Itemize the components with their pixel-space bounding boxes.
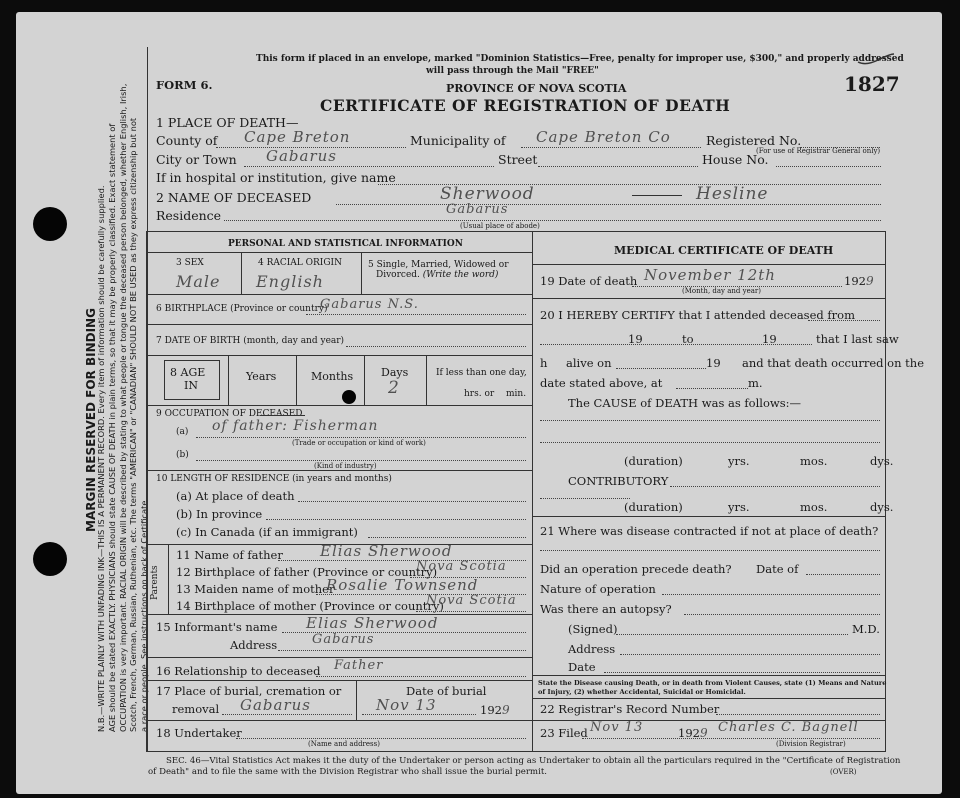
trade-note: (Trade or occupation or kind of work) bbox=[292, 439, 426, 447]
binding-hole-top bbox=[33, 207, 67, 241]
row-line bbox=[147, 355, 532, 356]
date-year-text: 192 bbox=[844, 274, 866, 288]
mail-notice-1: This form if placed in an envelope, marked "Dominion Statistics—Free, penalty for improper use, $300," and properly addressed bbox=[256, 54, 904, 64]
certify-19a: 19 bbox=[628, 332, 643, 346]
mother-birth-value: Nova Scotia bbox=[426, 593, 517, 608]
birthplace-line bbox=[306, 314, 526, 315]
operation-label: Did an operation precede death? bbox=[540, 562, 732, 576]
burial-date-line bbox=[362, 714, 476, 715]
residence-length-label: 10 LENGTH OF RESIDENCE (in years and months) bbox=[156, 474, 392, 484]
dys-label: dys. bbox=[870, 454, 894, 468]
strike-deceased bbox=[260, 415, 305, 416]
father-label: 11 Name of father bbox=[176, 548, 283, 562]
days-label: Days bbox=[381, 366, 409, 379]
duration-label: (duration) bbox=[624, 454, 683, 468]
burial-year bbox=[480, 703, 511, 717]
residence-label: Residence bbox=[156, 208, 222, 223]
medical-address-line bbox=[620, 654, 880, 655]
deceased-name-line bbox=[336, 204, 881, 205]
signed-line bbox=[616, 634, 848, 635]
punch-hole-dot bbox=[342, 390, 356, 404]
footer-line-2: of Death" and to file the same with the Division Registrar who shall issue the burial permit. bbox=[148, 767, 548, 777]
column-divider bbox=[532, 231, 533, 752]
medical-date-label: Date bbox=[568, 660, 596, 674]
res-c-label: (c) In Canada (if an immigrant) bbox=[176, 525, 358, 539]
filed-label: 23 Filed bbox=[540, 726, 588, 740]
dys-label-2: dys. bbox=[870, 500, 894, 514]
age-label-1: 8 AGE bbox=[170, 366, 206, 379]
burial-label-1: 17 Place of burial, cremation or bbox=[156, 684, 342, 698]
instruction-line: Scotch, French, German, Russian, Ruthenian, etc. The terms "AMERICAN" or "CANADIAN" SHOULD NOT BE USED as they express citizenship but not bbox=[128, 117, 139, 732]
footer-line-1: SEC. 46—Vital Statistics Act makes it the duty of the Undertaker or person acting as Undertaker to obtain all the particulars required in the "Certificate of Registration bbox=[166, 756, 901, 766]
name-dash bbox=[632, 195, 682, 196]
form-number: FORM 6. bbox=[156, 78, 213, 92]
contracted-label: 21 Where was disease contracted if not at place of death? bbox=[540, 524, 879, 538]
residence-note: (Usual place of abode) bbox=[460, 222, 540, 230]
certificate-number: 1827 bbox=[844, 72, 900, 96]
informant-address-value: Gabarus bbox=[312, 632, 375, 647]
deceased-name-label: 2 NAME OF DECEASED bbox=[156, 190, 312, 205]
row-line bbox=[147, 680, 532, 681]
mother-birth-label: 14 Birthplace of mother (Province or country) bbox=[176, 599, 444, 613]
days-value: 2 bbox=[388, 378, 400, 398]
nature-line bbox=[662, 594, 880, 595]
margin-instructions bbox=[96, 84, 150, 732]
row-line bbox=[147, 252, 532, 253]
row-line bbox=[147, 720, 532, 721]
occupation-value: of father: Fisherman bbox=[212, 418, 379, 434]
medical-date-line bbox=[604, 672, 880, 673]
mother-label: 13 Maiden name of mother bbox=[176, 582, 335, 596]
certify-last-saw: that I last saw bbox=[816, 332, 899, 346]
cell-divider bbox=[296, 355, 297, 405]
house-no-line bbox=[776, 166, 881, 167]
burial-date-label: Date of burial bbox=[406, 684, 487, 698]
res-a-line bbox=[298, 501, 526, 502]
row-line bbox=[147, 324, 532, 325]
row-line bbox=[533, 264, 886, 265]
check-mark-icon bbox=[856, 52, 896, 68]
mother-value: Rosalie Townsend bbox=[326, 576, 479, 594]
industry-line bbox=[196, 460, 526, 461]
certify-m: m. bbox=[748, 376, 763, 390]
birthplace-label: 6 BIRTHPLACE (Province or country) bbox=[156, 304, 328, 314]
marital-label-2 bbox=[376, 270, 498, 280]
racial-label: 4 RACIAL ORIGIN bbox=[258, 258, 342, 268]
cell-divider bbox=[241, 252, 242, 294]
md-label: M.D. bbox=[852, 622, 880, 636]
binding-hole-bottom bbox=[33, 542, 67, 576]
municipality-value: Cape Breton Co bbox=[536, 128, 671, 146]
row-line bbox=[147, 470, 532, 471]
deceased-surname: Sherwood bbox=[440, 184, 535, 204]
age-label-2: IN bbox=[184, 379, 198, 392]
municipality-label: Municipality of bbox=[410, 133, 506, 148]
min-label: min. bbox=[506, 389, 527, 399]
certify-line-3-dots bbox=[616, 368, 706, 369]
city-label: City or Town bbox=[156, 152, 237, 167]
res-c-line bbox=[368, 537, 526, 538]
certify-alive: alive on bbox=[566, 356, 612, 370]
instruction-line: AGE should be stated EXACTLY. PHYSICIANS should state CAUSE OF DEATH in plain terms, so that it may be properly classified. Exact statement of bbox=[106, 123, 117, 732]
cause-label: The CAUSE of DEATH was as follows:— bbox=[568, 396, 801, 410]
date-of-death-label: 19 Date of death bbox=[540, 274, 638, 288]
relationship-line bbox=[316, 676, 526, 677]
certify-h: h bbox=[540, 356, 548, 370]
birthplace-value: Gabarus N.S. bbox=[320, 297, 419, 312]
burial-place-value: Gabarus bbox=[240, 696, 311, 714]
dob-line bbox=[346, 346, 526, 347]
row-line bbox=[533, 698, 886, 699]
operation-line bbox=[806, 574, 880, 575]
occupation-a: (a) bbox=[176, 427, 189, 437]
autopsy-line bbox=[684, 614, 880, 615]
row-line bbox=[147, 294, 532, 295]
cell-divider bbox=[364, 355, 365, 405]
division-note: (Division Registrar) bbox=[776, 740, 846, 748]
certificate-sheet bbox=[16, 12, 942, 794]
cell-divider bbox=[228, 355, 229, 405]
informant-label: 15 Informant's name bbox=[156, 620, 278, 634]
county-value: Cape Breton bbox=[244, 128, 351, 146]
burial-date-value: Nov 13 bbox=[376, 696, 437, 714]
hrs-label: hrs. or bbox=[464, 389, 495, 399]
nature-label: Nature of operation bbox=[540, 582, 656, 596]
date-of-death-value: November 12th bbox=[644, 266, 776, 284]
registrar-signature: Charles C. Bagnell bbox=[718, 720, 859, 735]
parents-divider bbox=[168, 544, 169, 614]
date-of-death-year bbox=[844, 274, 875, 288]
violent-note-2: of Injury, (2) whether Accidental, Suicidal or Homicidal. bbox=[538, 688, 746, 696]
certify-occurred: and that death occurred on the bbox=[742, 356, 924, 370]
informant-address-label: Address bbox=[230, 638, 278, 652]
filed-year-suffix: 9 bbox=[699, 726, 709, 740]
certify-line-2-dots bbox=[540, 344, 812, 345]
deceased-given-name: Hesline bbox=[696, 184, 769, 204]
occupation-label-text: 9 OCCUPATION OF DECEASED bbox=[156, 409, 303, 419]
years-label: Years bbox=[246, 370, 277, 383]
certify-19c: 19 bbox=[706, 356, 721, 370]
row-line bbox=[533, 675, 886, 676]
date-of-label: Date of bbox=[756, 562, 799, 576]
record-number-line bbox=[716, 714, 880, 715]
months-label: Months bbox=[311, 370, 354, 383]
racial-value: English bbox=[256, 272, 324, 291]
personal-heading: PERSONAL AND STATISTICAL INFORMATION bbox=[228, 239, 463, 249]
burial-year-suffix: 9 bbox=[501, 703, 511, 717]
house-no-label: House No. bbox=[702, 152, 769, 167]
hospital-label: If in hospital or institution, give name bbox=[156, 170, 396, 185]
residence-value: Gabarus bbox=[446, 202, 509, 217]
filed-value: Nov 13 bbox=[590, 720, 644, 735]
footer-over: (OVER) bbox=[830, 768, 857, 776]
binding-margin-label: MARGIN RESERVED FOR BINDING bbox=[84, 308, 98, 532]
row-line bbox=[533, 516, 886, 517]
certify-line-4-dots bbox=[676, 388, 748, 389]
father-birth-value: Nova Scotia bbox=[416, 559, 507, 574]
registered-no-label: Registered No. bbox=[706, 133, 802, 148]
cause-line bbox=[540, 442, 880, 443]
occupation-line bbox=[196, 437, 526, 438]
date-note: (Month, day and year) bbox=[682, 287, 761, 295]
filed-line bbox=[582, 738, 880, 739]
parents-label: Parents bbox=[150, 565, 160, 600]
informant-address-line bbox=[278, 650, 526, 651]
undertaker-note: (Name and address) bbox=[308, 740, 380, 748]
certificate-title: CERTIFICATE OF REGISTRATION OF DEATH bbox=[320, 96, 731, 115]
cause-line bbox=[540, 420, 880, 421]
cell-divider bbox=[426, 355, 427, 405]
street-label: Street bbox=[498, 152, 538, 167]
date-year-suffix: 9 bbox=[865, 274, 875, 288]
burial-label-2: removal bbox=[172, 702, 220, 716]
dob-label: 7 DATE OF BIRTH (month, day and year) bbox=[156, 336, 345, 346]
cell-divider bbox=[361, 252, 362, 294]
certify-to: to bbox=[682, 332, 694, 346]
marital-label-text: Divorced. bbox=[376, 270, 420, 280]
row-line bbox=[533, 298, 886, 299]
row-line bbox=[147, 405, 532, 406]
instruction-line: OCCUPATION is very important. RACIAL ORIGIN will be described by stating to what people or tongue the deceased person belonged, whether English, Irish, bbox=[117, 83, 128, 732]
registrar-use-note: (For use of Registrar General only) bbox=[756, 147, 881, 155]
mother-birth-line bbox=[416, 611, 526, 612]
cell-divider bbox=[356, 680, 357, 720]
undertaker-label: 18 Undertaker bbox=[156, 726, 242, 740]
father-value: Elias Sherwood bbox=[320, 542, 453, 560]
relationship-label: 16 Relationship to deceased bbox=[156, 664, 321, 678]
medical-heading: MEDICAL CERTIFICATE OF DEATH bbox=[614, 244, 834, 257]
certify-date-stated: date stated above, at bbox=[540, 376, 663, 390]
signed-label: (Signed) bbox=[568, 622, 618, 636]
instruction-line: N.B.—WRITE PLAINLY WITH UNFADING INK—THIS IS A PERMANENT RECORD. Every item of information should be carefully supplied. bbox=[96, 185, 106, 732]
res-b-label: (b) In province bbox=[176, 507, 263, 521]
mos-label: mos. bbox=[800, 454, 828, 468]
street-line bbox=[538, 166, 698, 167]
municipality-line bbox=[521, 147, 701, 148]
contributory-line-2 bbox=[540, 498, 630, 499]
instruction-line: a race or people. See instructions on back of Certificate. bbox=[139, 497, 150, 732]
marital-hint: (Write the word) bbox=[422, 270, 499, 280]
mail-notice-2: will pass through the Mail "FREE" bbox=[426, 66, 599, 76]
certify-line-1: 20 I HEREBY CERTIFY that I attended deceased from bbox=[540, 308, 855, 322]
father-birth-label: 12 Birthplace of father (Province or country) bbox=[176, 565, 438, 579]
autopsy-label: Was there an autopsy? bbox=[540, 602, 672, 616]
yrs-label-2: yrs. bbox=[728, 500, 750, 514]
burial-place-line bbox=[222, 714, 352, 715]
res-a-label: (a) At place of death bbox=[176, 489, 295, 503]
yrs-label: yrs. bbox=[728, 454, 750, 468]
county-label: County of bbox=[156, 133, 218, 148]
contributory-line bbox=[670, 486, 880, 487]
industry-note: (Kind of industry) bbox=[314, 462, 377, 470]
duration-label-2: (duration) bbox=[624, 500, 683, 514]
record-number-label: 22 Registrar's Record Number bbox=[540, 702, 720, 716]
city-line bbox=[244, 166, 494, 167]
filed-year-text: 192 bbox=[678, 726, 700, 740]
city-value: Gabarus bbox=[266, 147, 337, 165]
less-than-day: If less than one day, bbox=[436, 368, 527, 378]
informant-value: Elias Sherwood bbox=[306, 614, 439, 632]
sex-value: Male bbox=[176, 272, 221, 291]
sex-label: 3 SEX bbox=[176, 258, 204, 268]
medical-address-label: Address bbox=[568, 642, 616, 656]
place-of-death-heading: 1 PLACE OF DEATH— bbox=[156, 115, 299, 130]
burial-year-text: 192 bbox=[480, 703, 502, 717]
undertaker-line bbox=[236, 738, 526, 739]
violent-note-1: State the Disease causing Death, or in death from Violent Causes, state (1) Means and Nature bbox=[538, 679, 887, 687]
relationship-value: Father bbox=[334, 658, 384, 673]
contributory-label: CONTRIBUTORY bbox=[568, 474, 669, 488]
occupation-b: (b) bbox=[176, 450, 189, 460]
province-label: PROVINCE OF NOVA SCOTIA bbox=[446, 82, 627, 95]
mos-label-2: mos. bbox=[800, 500, 828, 514]
certify-line-1-dots bbox=[808, 320, 880, 321]
res-b-line bbox=[266, 519, 526, 520]
certify-19b: 19 bbox=[762, 332, 777, 346]
contracted-line bbox=[540, 550, 880, 551]
residence-line bbox=[224, 220, 881, 221]
marital-label-1: 5 Single, Married, Widowed or bbox=[368, 260, 509, 270]
